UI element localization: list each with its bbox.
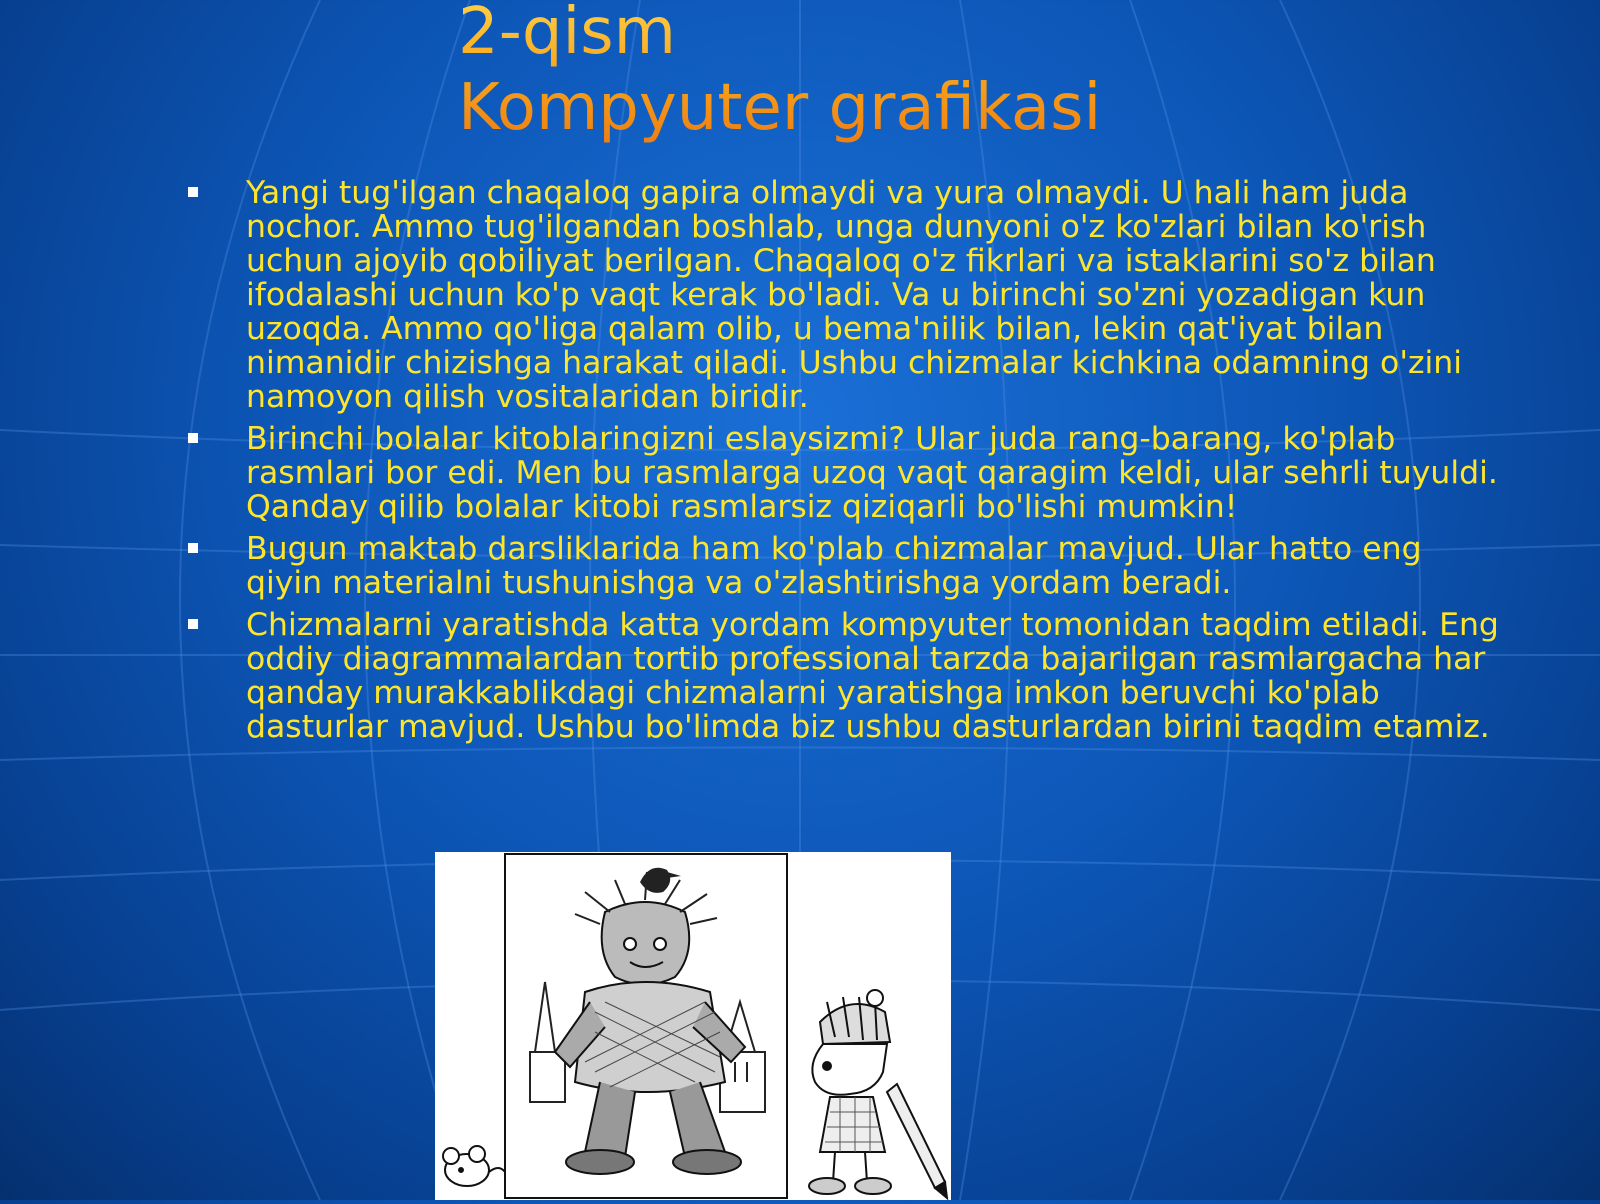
slide-title-line-1: 2-qism xyxy=(458,0,676,69)
square-bullet-icon xyxy=(188,433,198,443)
bullet-text: Birinchi bolalar kitoblaringizni eslaysizmi? Ular juda rang-barang, ko'plab rasmlari bor edi. Men bu rasmlarga uzoq vaqt qaragim keldi, ular sehrli tuyuldi. Qanday qilib bolalar kitobi rasmlarsiz qiziqarli bo'lishi mumkin! xyxy=(246,421,1498,525)
slide-title xyxy=(458,0,1458,146)
bullet-item xyxy=(186,176,1506,414)
bullet-text: Yangi tug'ilgan chaqaloq gapira olmaydi va yura olmaydi. U hali ham juda nochor. Ammo tug'ilgandan boshlab, unga dunyoni o'z ko'zlari bilan ko'rish uchun ajoyib qobiliyat berilgan. Chaqaloq o'z fikrlari va istaklarini so'z bilan ifodalashi uchun ko'p vaqt kerak bo'ladi. Va u birinchi so'zni yozadigan kun uzoqda. Ammo qo'liga qalam olib, u bema'nilik bilan, lekin qat'iyat bilan nimanidir chizishga harakat qiladi. Ushbu chizmalar kichkina odamning o'zini namoyon qilish vositalaridan biridir. xyxy=(246,175,1462,415)
bullet-text: Bugun maktab darsliklarida ham ko'plab chizmalar mavjud. Ular hatto eng qiyin materialni tushunishga va o'zlashtirishga yordam beradi. xyxy=(246,531,1422,601)
bullet-item xyxy=(186,532,1506,600)
cartoon-illustration-icon xyxy=(435,852,951,1200)
bullet-text: Chizmalarni yaratishda katta yordam kompyuter tomonidan taqdim etiladi. Eng oddiy diagrammalardan tortib professional tarzda bajarilgan rasmlargacha har qanday murakkablikdagi chizmalarni yaratishga imkon beruvchi ko'plab dasturlar mavjud. Ushbu bo'limda biz ushbu dasturlardan birini taqdim etamiz. xyxy=(246,607,1499,745)
cartoon-drawing xyxy=(435,852,951,1200)
square-bullet-icon xyxy=(188,187,198,197)
square-bullet-icon xyxy=(188,619,198,629)
slide-title-line-2: Kompyuter grafikasi xyxy=(458,71,1102,145)
square-bullet-icon xyxy=(188,543,198,553)
bullet-item xyxy=(186,422,1506,524)
bullet-item xyxy=(186,608,1506,744)
bullet-list xyxy=(186,176,1506,752)
